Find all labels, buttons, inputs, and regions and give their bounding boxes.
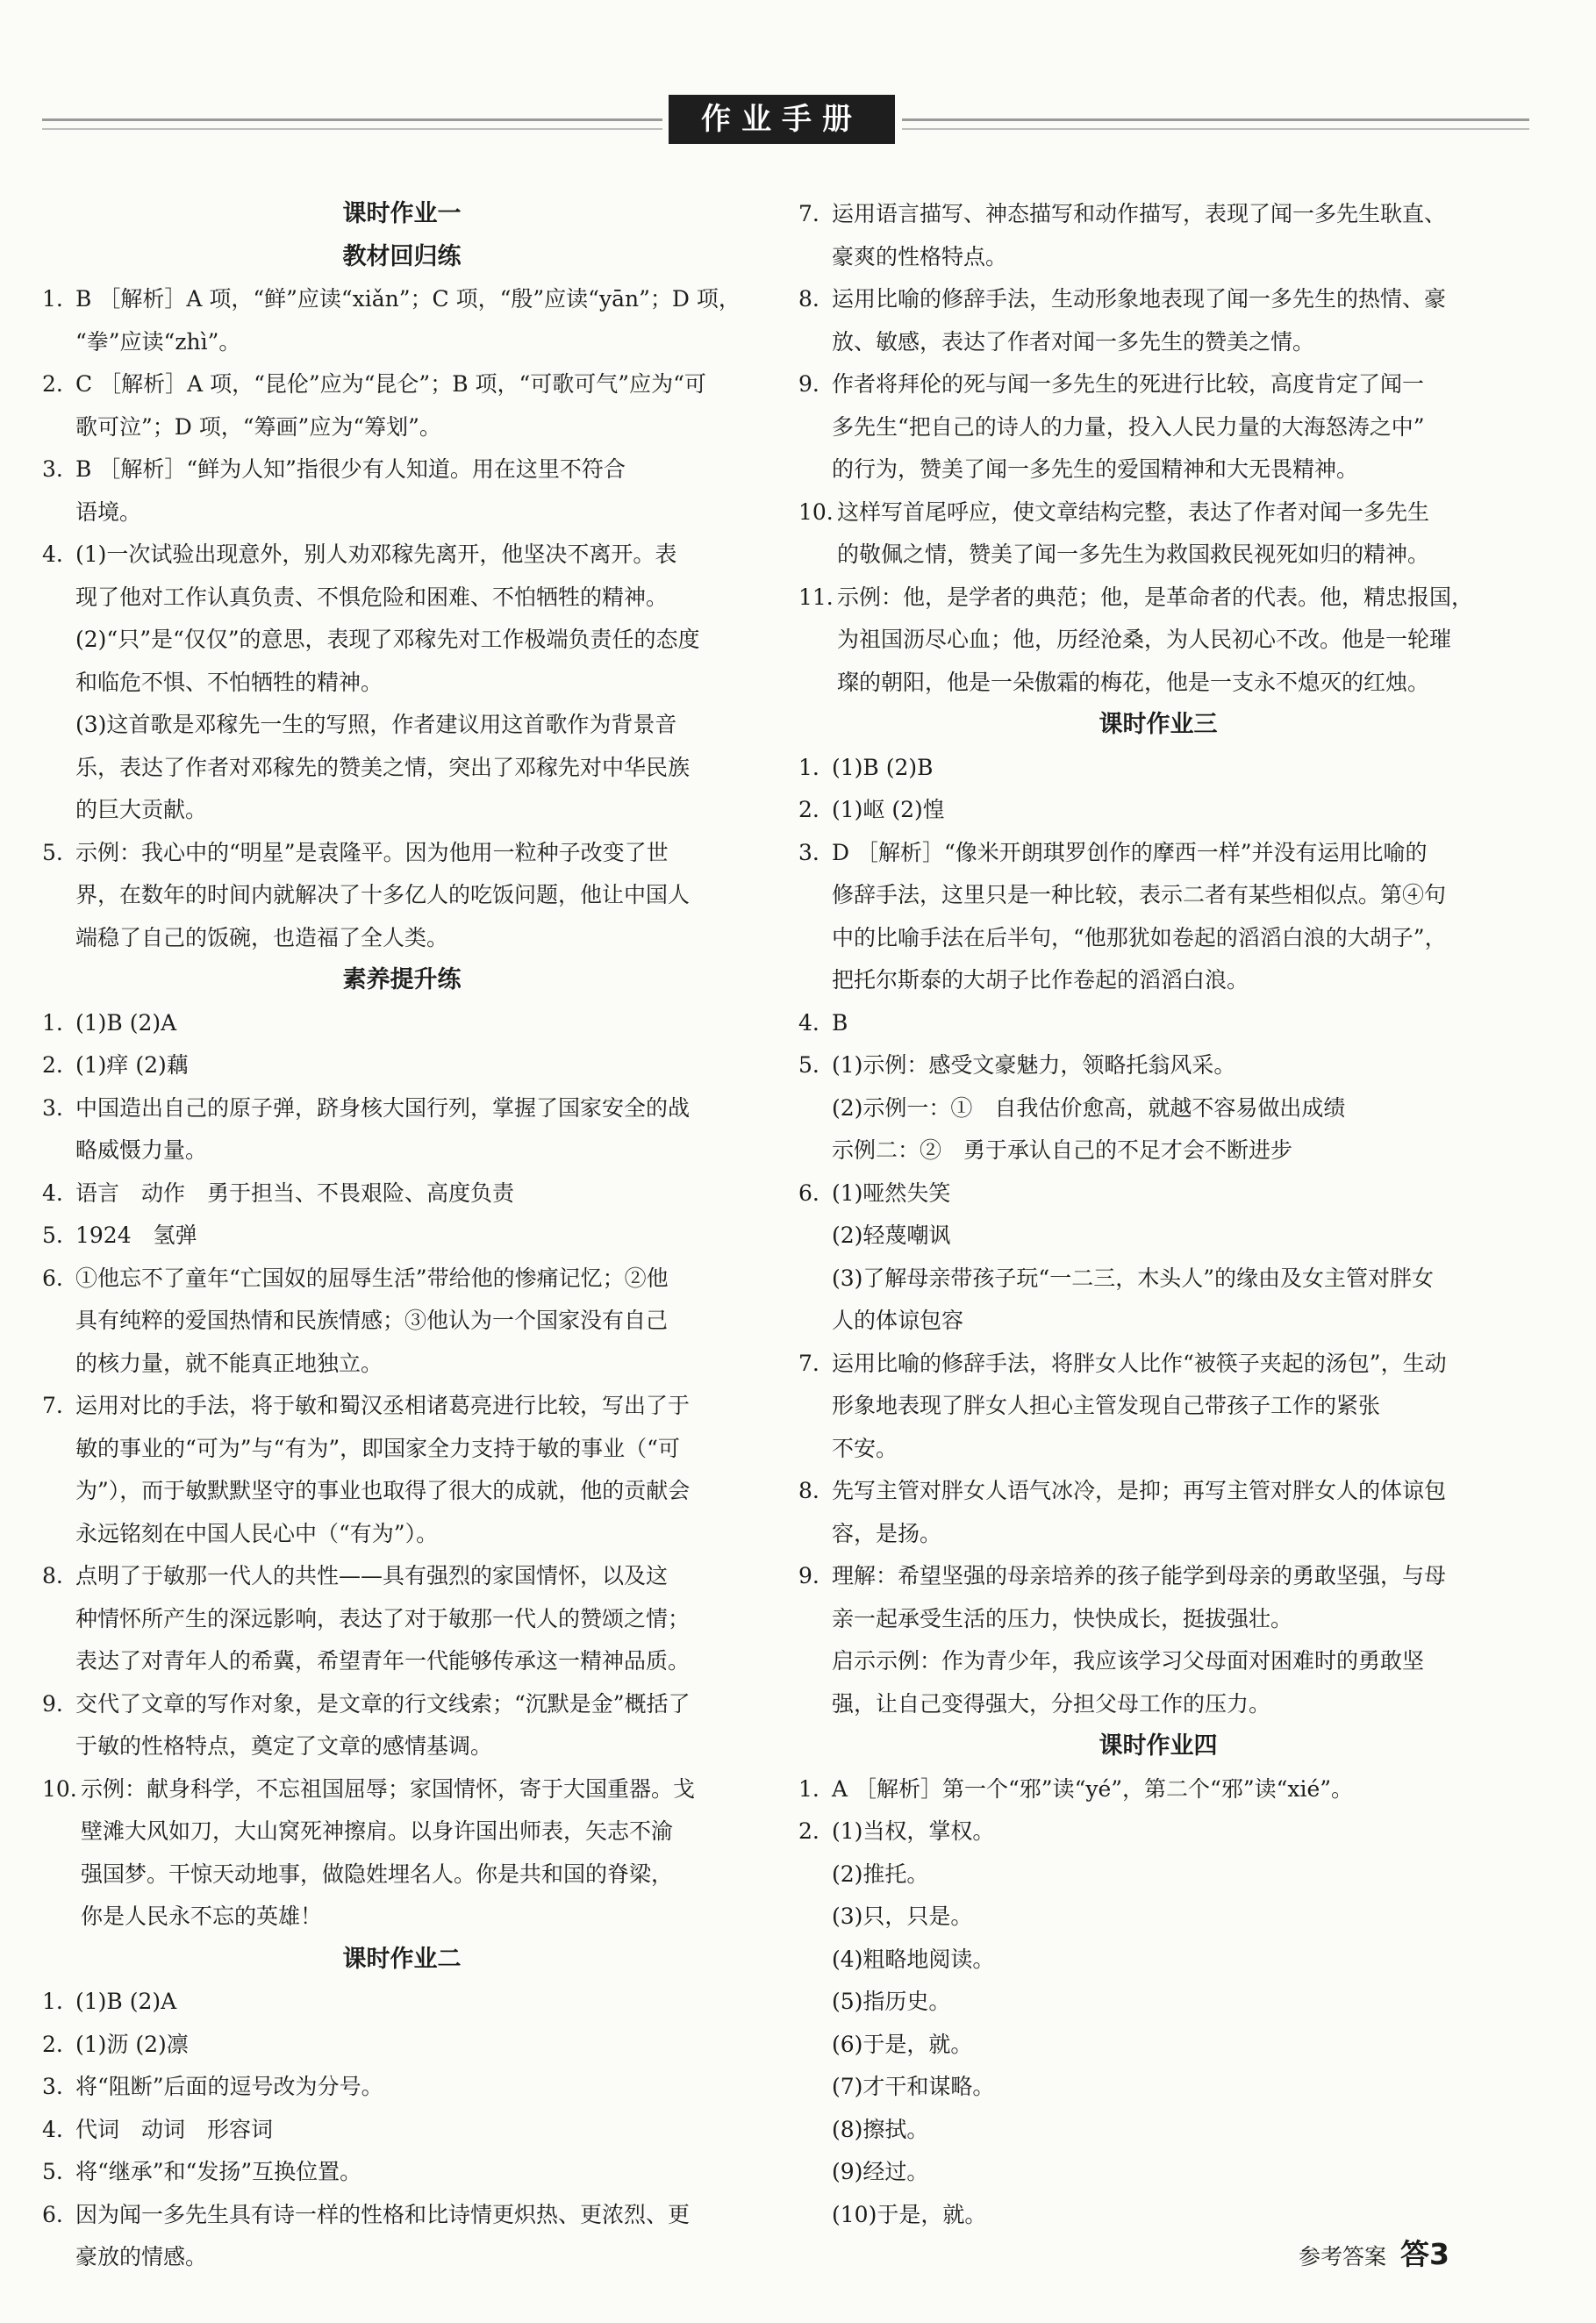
answer-text: 运用语言描写、神态描写和动作描写，表现了闻一多先生耿直、 (832, 201, 1447, 226)
item-number: 7. (798, 201, 819, 226)
answer-item (42, 1385, 762, 1555)
answer-text: B (832, 1009, 848, 1036)
answer-text: 的核力量，就不能真正地独立。 (75, 1350, 383, 1376)
item-number: 3. (42, 2074, 63, 2099)
item-number: 8. (798, 1478, 819, 1503)
item-number: 2. (42, 1052, 63, 1078)
item-number: 2. (798, 1818, 819, 1844)
answer-text: ①他忘不了童年“亡国奴的屈辱生活”带给他的惨痛记忆；②他 (75, 1265, 669, 1291)
answer-item (798, 491, 1518, 577)
answer-item (42, 363, 762, 448)
header-rule-left (42, 118, 662, 130)
answer-item (42, 2194, 762, 2279)
answer-item (798, 747, 1518, 790)
answer-text: 容，是扬。 (832, 1520, 942, 1546)
answer-text: 点明了于敏那一代人的共性——具有强烈的家国情怀，以及这 (75, 1563, 669, 1588)
answer-text: 启示示例：作为青少年，我应该学习父母面对困难时的勇敢坚 (832, 1648, 1425, 1674)
answer-item (798, 789, 1518, 832)
section-heading: 课时作业三 (1099, 711, 1218, 738)
item-number: 3. (42, 1094, 63, 1121)
answer-text: A ［解析］第一个“邪”读“yé”，第二个“邪”读“xié”。 (832, 1775, 1354, 1802)
item-number: 4. (42, 1179, 63, 1206)
answer-text: 因为闻一多先生具有诗一样的性格和比诗情更炽热、更浓烈、更 (75, 2201, 691, 2227)
header-rule-right (902, 118, 1529, 130)
answer-text: 敏的事业的“可为”与“有为”，即国家全力支持于敏的事业（“可 (75, 1435, 680, 1461)
answer-text: (1)一次试验出现意外，别人劝邓稼先离开，他坚决不离开。表 (75, 541, 677, 567)
answer-text: (4)粗略地阅读。 (832, 1946, 995, 1972)
answer-text: (7)才干和谋略。 (832, 2074, 995, 2099)
answer-item (798, 278, 1518, 363)
answer-text: 的行为，赞美了闻一多先生的爱国精神和大无畏精神。 (832, 456, 1359, 482)
left-column (42, 193, 762, 2279)
item-number: 7. (42, 1393, 63, 1418)
answer-text: 语境。 (75, 498, 142, 525)
answer-item (798, 363, 1518, 491)
item-number: 10. (798, 498, 834, 525)
answer-text: 先写主管对胖女人语气冰冷，是抑；再写主管对胖女人的体谅包 (832, 1478, 1447, 1503)
section-heading: 课时作业一 (342, 200, 462, 227)
item-number: 8. (42, 1563, 63, 1588)
answer-item (42, 1258, 762, 1386)
item-number: 5. (798, 1052, 819, 1078)
answer-text: 略威慑力量。 (75, 1137, 208, 1163)
answer-text: (1)B (2)A (75, 1009, 177, 1036)
answer-text: B ［解析］A 项，“鲜”应读“xiǎn”；C 项，“殷”应读“yān”；D 项， (75, 286, 741, 312)
answer-text: 的巨大贡献。 (75, 797, 208, 822)
item-number: 4. (42, 541, 63, 567)
answer-text: 豪爽的性格特点。 (832, 243, 1008, 269)
answer-text: 于敏的性格特点，奠定了文章的感情基调。 (75, 1733, 493, 1759)
answer-text: B ［解析］“鲜为人知”指很少有人知道。用在这里不符合 (75, 456, 626, 482)
answer-item (798, 193, 1518, 278)
answer-item (42, 1087, 762, 1172)
answer-text: 歌可泣”；D 项，“筹画”应为“筹划”。 (75, 413, 441, 440)
answer-text: 将“继承”和“发扬”互换位置。 (75, 2159, 362, 2184)
answer-text: (1)沥 (2)凛 (75, 2031, 189, 2057)
answer-text: 1924 氢弹 (75, 1222, 197, 1248)
answer-text: (2)示例一：① 自我估价愈高，就越不容易做出成绩 (832, 1094, 1346, 1121)
answer-item (798, 1555, 1518, 1725)
item-number: 6. (42, 1265, 63, 1291)
answer-text: 璨的朝阳，他是一朵傲霜的梅花，他是一支永不熄灭的红烛。 (837, 669, 1430, 695)
item-number: 1. (798, 754, 819, 780)
answer-item (42, 1981, 762, 2024)
answer-text: 示例：献身科学，不忘祖国屈辱；家国情怀，寄于大国重器。戈 (81, 1775, 696, 1802)
right-column (798, 193, 1518, 2236)
answer-text: 语言 动作 勇于担当、不畏艰险、高度负责 (75, 1179, 515, 1206)
answer-text: 代词 动词 形容词 (75, 2116, 274, 2142)
answer-text: 不安。 (832, 1435, 898, 1461)
answer-text: (3)这首歌是邓稼先一生的写照，作者建议用这首歌作为背景音 (75, 712, 677, 737)
item-number: 4. (798, 1009, 819, 1036)
answer-item (798, 1470, 1518, 1555)
answer-item (42, 2024, 762, 2067)
item-number: 10. (42, 1775, 77, 1802)
answer-text: (1)当权，掌权。 (832, 1818, 995, 1844)
answer-text: 永远铭刻在中国人民心中（“有为”）。 (75, 1520, 439, 1546)
answer-item (798, 1002, 1518, 1045)
answer-text: (1)痒 (2)藕 (75, 1052, 189, 1078)
answer-item (798, 1172, 1518, 1343)
answer-item (798, 832, 1518, 1002)
answer-text: “拳”应读“zhì”。 (75, 328, 241, 355)
item-number: 3. (798, 839, 819, 865)
answer-text: (3)只，只是。 (832, 1904, 973, 1929)
section-heading: 课时作业二 (342, 1945, 462, 1973)
item-number: 7. (798, 1350, 819, 1376)
answer-item (42, 2066, 762, 2109)
item-number: 3. (42, 456, 63, 482)
answer-text: (1)岖 (2)惶 (832, 797, 945, 822)
footer-label: 参考答案 (1299, 2244, 1387, 2269)
answer-text: (1)B (2)B (832, 754, 934, 780)
item-number: 2. (42, 2031, 63, 2057)
item-number: 1. (42, 1989, 63, 2014)
section-heading: 教材回归练 (342, 242, 462, 270)
answer-text: (1)示例：感受文豪魅力，领略托翁风采。 (832, 1052, 1236, 1078)
answer-text: 具有纯粹的爱国热情和民族情感；③他认为一个国家没有自己 (75, 1308, 669, 1333)
answer-text: (3)了解母亲带孩子玩“一二三，木头人”的缘由及女主管对胖女 (832, 1265, 1434, 1291)
answer-text: 壁滩大风如刀，大山窝死神擦肩。以身许国出师表，矢志不渝 (81, 1818, 674, 1844)
item-number: 1. (42, 286, 63, 312)
item-number: 5. (42, 2159, 63, 2184)
answer-text: 示例：我心中的“明星”是袁隆平。因为他用一粒种子改变了世 (75, 839, 669, 865)
item-number: 9. (42, 1690, 63, 1717)
section-heading: 课时作业四 (1099, 1732, 1218, 1760)
answer-text: 人的体谅包容 (832, 1308, 964, 1333)
answer-text: 的敬佩之情，赞美了闻一多先生为救国救民视死如归的精神。 (837, 541, 1430, 567)
answer-text: 运用比喻的修辞手法，将胖女人比作“被筷子夹起的汤包”，生动 (832, 1350, 1447, 1376)
answer-text: (6)于是，就。 (832, 2031, 973, 2057)
answer-text: (8)擦拭。 (832, 2116, 929, 2142)
section-heading: 素养提升练 (342, 966, 462, 993)
answer-text: 端稳了自己的饭碗，也造福了全人类。 (75, 924, 449, 950)
answer-text: 形象地表现了胖女人担心主管发现自己带孩子工作的紧张 (832, 1393, 1381, 1418)
answer-text: (5)指历史。 (832, 1989, 951, 2014)
answer-text: 现了他对工作认真负责、不惧危险和困难、不怕牺牲的精神。 (75, 584, 669, 610)
answer-item (42, 448, 762, 534)
answer-item (42, 1683, 762, 1768)
answer-item (42, 1002, 762, 1045)
answer-text: 放、敏感，表达了作者对闻一多先生的赞美之情。 (832, 328, 1315, 355)
item-number: 2. (42, 371, 63, 397)
item-number: 5. (42, 839, 63, 865)
answer-item (798, 1810, 1518, 2236)
answer-text: (1)哑然失笑 (832, 1179, 951, 1206)
answer-text: 运用对比的手法，将于敏和蜀汉丞相诸葛亮进行比较，写出了于 (75, 1393, 691, 1418)
answer-item (42, 1044, 762, 1087)
answer-text: 中的比喻手法在后半句，“他那犹如卷起的滔滔白浪的大胡子”， (832, 924, 1447, 950)
page-footer (1299, 2232, 1449, 2273)
answer-text: 运用比喻的修辞手法，生动形象地表现了闻一多先生的热情、豪 (832, 286, 1447, 312)
answer-item (42, 832, 762, 960)
answer-text: (1)B (2)A (75, 1989, 177, 2014)
answer-item (42, 1768, 762, 1939)
answer-text: 亲一起承受生活的压力，快快成长，挺拔强壮。 (832, 1605, 1293, 1631)
page-number: 答3 (1400, 2237, 1449, 2271)
answer-text: 示例：他，是学者的典范；他，是革命者的代表。他，精忠报国， (837, 584, 1474, 610)
answer-item (42, 534, 762, 832)
answer-text: 交代了文章的写作对象，是文章的行文线索；“沉默是金”概括了 (75, 1690, 691, 1717)
page-header (42, 95, 1529, 137)
answer-text: 你是人民永不忘的英雄！ (81, 1904, 323, 1929)
answer-item (42, 2109, 762, 2152)
answer-text: 作者将拜伦的死与闻一多先生的死进行比较，高度肯定了闻一 (832, 371, 1425, 397)
answer-text: 这样写首尾呼应，使文章结构完整，表达了作者对闻一多先生 (837, 498, 1430, 525)
answer-text: 理解：希望坚强的母亲培养的孩子能学到母亲的勇敢坚强，与母 (832, 1563, 1447, 1588)
answer-text: 强，让自己变得强大，分担父母工作的压力。 (832, 1690, 1271, 1717)
answer-text: 把托尔斯泰的大胡子比作卷起的滔滔白浪。 (832, 967, 1249, 993)
answer-text: D ［解析］“像米开朗琪罗创作的摩西一样”并没有运用比喻的 (832, 839, 1428, 865)
answer-text: 乐，表达了作者对邓稼先的赞美之情，突出了邓稼先对中华民族 (75, 754, 691, 780)
answer-item (798, 1343, 1518, 1471)
answer-text: 中国造出自己的原子弹，跻身核大国行列，掌握了国家安全的战 (75, 1094, 691, 1121)
answer-item (798, 1768, 1518, 1811)
answer-item (42, 1172, 762, 1215)
answer-text: 修辞手法，这里只是一种比较，表示二者有某些相似点。第④句 (832, 882, 1447, 907)
item-number: 6. (42, 2201, 63, 2227)
answer-item (42, 1555, 762, 1683)
answer-text: 将“阻断”后面的逗号改为分号。 (75, 2074, 383, 2099)
header-title: 作业手册 (669, 95, 895, 144)
item-number: 9. (798, 1563, 819, 1588)
answer-text: 为祖国沥尽心血；他，历经沧桑，为人民初心不改。他是一轮璀 (837, 627, 1452, 652)
item-number: 5. (42, 1222, 63, 1248)
answer-text: 种情怀所产生的深远影响，表达了对于敏那一代人的赞颂之情； (75, 1605, 691, 1631)
answer-text: 表达了对青年人的希冀，希望青年一代能够传承这一精神品质。 (75, 1648, 691, 1674)
answer-item (798, 577, 1518, 705)
answer-text: 多先生“把自己的诗人的力量，投入人民力量的大海怒涛之中” (832, 413, 1425, 440)
answer-text: (10)于是，就。 (832, 2201, 987, 2227)
answer-item (42, 2151, 762, 2194)
item-number: 6. (798, 1179, 819, 1206)
item-number: 1. (42, 1009, 63, 1036)
item-number: 9. (798, 371, 819, 397)
item-number: 4. (42, 2116, 63, 2142)
answer-item (42, 1215, 762, 1258)
item-number: 11. (798, 584, 834, 610)
answer-text: (2)“只”是“仅仅”的意思，表现了邓稼先对工作极端负责任的态度 (75, 627, 700, 652)
answer-text: 强国梦。干惊天动地事，做隐姓埋名人。你是共和国的脊梁， (81, 1861, 674, 1887)
answer-text: (9)经过。 (832, 2159, 929, 2184)
item-number: 2. (798, 797, 819, 822)
answer-item (42, 278, 762, 363)
answer-text: 豪放的情感。 (75, 2244, 208, 2269)
answer-item (798, 1044, 1518, 1172)
answer-text: C ［解析］A 项，“昆伦”应为“昆仑”；B 项，“可歌可气”应为“可 (75, 371, 706, 397)
answer-text: 界，在数年的时间内就解决了十多亿人的吃饭问题，他让中国人 (75, 882, 691, 907)
answer-text: (2)推托。 (832, 1861, 929, 1887)
answer-text: 为”），而于敏默默坚守的事业也取得了很大的成就，他的贡献会 (75, 1478, 691, 1503)
item-number: 1. (798, 1775, 819, 1802)
answer-text: (2)轻蔑嘲讽 (832, 1222, 951, 1248)
answer-text: 示例二：② 勇于承认自己的不足才会不断进步 (832, 1137, 1293, 1163)
item-number: 8. (798, 286, 819, 312)
answer-text: 和临危不惧、不怕牺牲的精神。 (75, 669, 383, 695)
